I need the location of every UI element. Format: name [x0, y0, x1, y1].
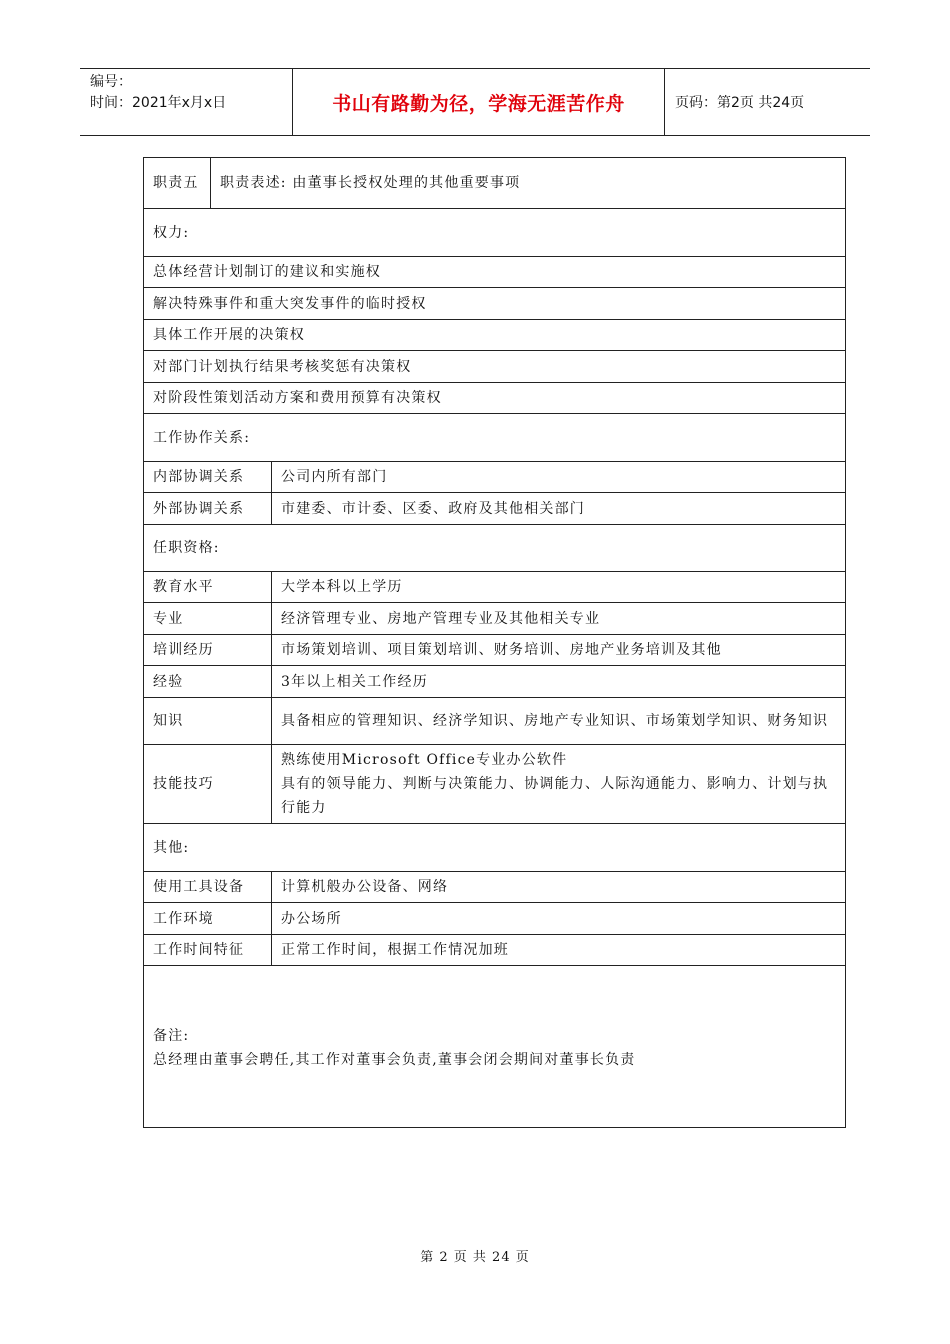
table-row	[144, 903, 846, 935]
remarks-row	[144, 966, 846, 1128]
skills-line-software: 熟练使用Microsoft Office专业办公软件	[281, 752, 568, 768]
remarks-cell	[144, 966, 846, 1128]
relation-label: 内部协调关系	[144, 462, 272, 493]
power-item: 对阶段性策划活动方案和费用预算有决策权	[144, 383, 846, 414]
other-heading: 其他:	[144, 824, 846, 872]
table-row	[144, 603, 846, 635]
power-item: 对部门计划执行结果考核奖惩有决策权	[144, 351, 846, 383]
other-value: 正常工作时间，根据工作情况加班	[272, 935, 846, 966]
qualifications-heading: 任职资格:	[144, 525, 846, 572]
table-row	[144, 462, 846, 493]
relation-value: 市建委、市计委、区委、政府及其他相关部门	[272, 493, 846, 525]
header-meta	[80, 69, 292, 135]
duty-title: 职责五	[144, 158, 211, 209]
header-motto: 书山有路勤为径，学海无涯苦作舟	[292, 69, 665, 135]
power-item: 具体工作开展的决策权	[144, 320, 846, 351]
table-row	[144, 288, 846, 320]
other-value: 计算机般办公设备、网络	[272, 872, 846, 903]
table-row	[144, 935, 846, 966]
powers-heading: 权力:	[144, 209, 846, 257]
duty-row	[144, 158, 846, 209]
header-page-label: 页码：第2页 共24页	[675, 95, 805, 111]
table-row	[144, 635, 846, 666]
skills-label: 技能技巧	[144, 745, 272, 824]
document-time-label: 时间：2021年x月x日	[90, 95, 227, 111]
table-row	[144, 383, 846, 414]
qualification-value: 大学本科以上学历	[272, 572, 846, 603]
power-item: 解决特殊事件和重大突发事件的临时授权	[144, 288, 846, 320]
table-row	[144, 351, 846, 383]
job-description-table	[143, 157, 846, 1128]
document-header	[80, 68, 870, 136]
section-row	[144, 824, 846, 872]
qualification-label: 专业	[144, 603, 272, 635]
relation-label: 外部协调关系	[144, 493, 272, 525]
qualification-value: 具备相应的管理知识、经济学知识、房地产专业知识、市场策划学知识、财务知识	[272, 698, 846, 745]
table-row	[144, 698, 846, 745]
table-row	[144, 320, 846, 351]
qualification-label: 培训经历	[144, 635, 272, 666]
other-label: 工作环境	[144, 903, 272, 935]
qualification-value: 市场策划培训、项目策划培训、财务培训、房地产业务培训及其他	[272, 635, 846, 666]
qualification-label: 教育水平	[144, 572, 272, 603]
table-row	[144, 872, 846, 903]
table-row	[144, 745, 846, 824]
duty-description: 职责表述: 由董事长授权处理的其他重要事项	[211, 158, 846, 209]
other-value: 办公场所	[272, 903, 846, 935]
table-row	[144, 493, 846, 525]
other-label: 工作时间特征	[144, 935, 272, 966]
power-item: 总体经营计划制订的建议和实施权	[144, 257, 846, 288]
section-row	[144, 209, 846, 257]
remarks-label: 备注:	[153, 1028, 190, 1044]
qualification-value: 3年以上相关工作经历	[272, 666, 846, 698]
skills-value	[272, 745, 846, 824]
page-footer: 第 2 页 共 24 页	[420, 1250, 530, 1265]
table-row	[144, 257, 846, 288]
other-label: 使用工具设备	[144, 872, 272, 903]
table-row	[144, 666, 846, 698]
qualification-label: 知识	[144, 698, 272, 745]
relations-heading: 工作协作关系:	[144, 414, 846, 462]
skills-line-abilities: 具有的领导能力、判断与决策能力、协调能力、人际沟通能力、影响力、计划与执行能力	[281, 776, 829, 816]
qualification-value: 经济管理专业、房地产管理专业及其他相关专业	[272, 603, 846, 635]
qualification-label: 经验	[144, 666, 272, 698]
remarks-text: 总经理由董事会聘任,其工作对董事会负责,董事会闭会期间对董事长负责	[153, 1052, 636, 1068]
section-row	[144, 525, 846, 572]
document-number-label: 编号：	[90, 74, 132, 90]
relation-value: 公司内所有部门	[272, 462, 846, 493]
section-row	[144, 414, 846, 462]
table-row	[144, 572, 846, 603]
